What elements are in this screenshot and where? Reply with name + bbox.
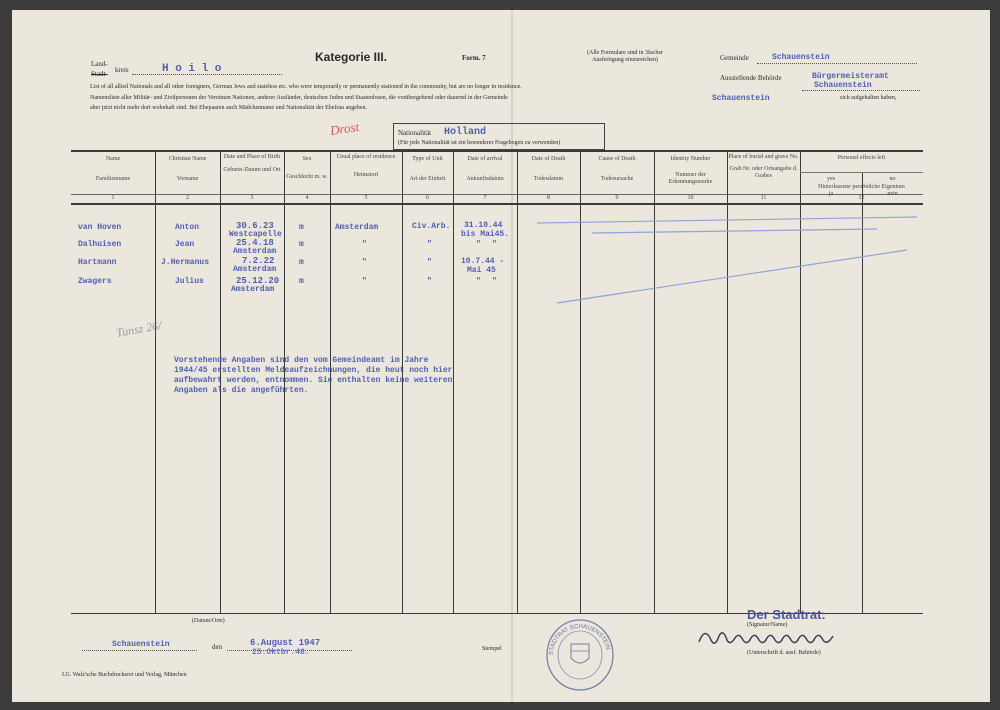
document-sheet bbox=[12, 10, 990, 702]
footer-date-underline bbox=[227, 650, 352, 651]
row-2-arrival-end: " bbox=[492, 240, 497, 249]
row-2-home: " bbox=[362, 240, 367, 249]
col-header-4: Sex Geschlecht m. w. bbox=[286, 156, 328, 180]
col-header-8: Date of Death Todesdatum bbox=[531, 156, 566, 182]
footer-date-2: 25.Oktbr.48. bbox=[252, 648, 310, 657]
row-3-name: Hartmann bbox=[78, 258, 117, 267]
row-4-first: Julius bbox=[175, 277, 204, 286]
stempel-label: Stempel bbox=[482, 646, 502, 652]
col-header-1: Name Familienname bbox=[95, 156, 131, 182]
col-header-5: Usual place of residence Heimatort bbox=[336, 154, 396, 178]
row-3-arrival-end: Mai 45 bbox=[467, 266, 496, 275]
row-2-name: Dalhuisen bbox=[78, 240, 122, 249]
effects-sub-rule bbox=[800, 172, 923, 173]
table-top-border bbox=[71, 150, 923, 152]
footer-place: Schauenstein bbox=[112, 640, 170, 649]
row-1-sex: m bbox=[299, 223, 304, 232]
footer-den: den bbox=[212, 643, 223, 651]
nationality-box bbox=[393, 123, 605, 150]
col-number-5: 5 bbox=[364, 195, 368, 201]
form-number: Form. 7 bbox=[462, 54, 486, 62]
gemeinde-value: Schauenstein bbox=[772, 53, 830, 62]
datum-orte-label: (Datum/Orte) bbox=[192, 618, 225, 624]
kreis-label: kreis bbox=[115, 66, 129, 74]
row-4-birth-date: 25.12.20 bbox=[236, 276, 280, 286]
row-4-arrival: " bbox=[476, 277, 481, 286]
behoerde-label: Ausstellende Behörde bbox=[720, 74, 782, 82]
row-3-sex: m bbox=[299, 258, 304, 267]
row-2-birth-date: 25.4.18 bbox=[236, 238, 274, 248]
gemeinde-underline bbox=[757, 63, 917, 64]
row-2-birth-place: Amsterdam bbox=[233, 247, 277, 256]
row-3-arrival: 10.7.44 - bbox=[461, 257, 505, 266]
row-4-name: Zwagers bbox=[78, 277, 112, 286]
col-header-12: Personal effects left bbox=[837, 155, 886, 161]
row-4-birth-place: Amsterdam bbox=[231, 285, 275, 294]
row-1-arrival-end: bis Mai45. bbox=[461, 230, 510, 239]
effects-nein: nein bbox=[887, 191, 898, 197]
col-number-4: 4 bbox=[305, 195, 309, 201]
row-3-birth-place: Amsterdam bbox=[233, 265, 277, 274]
col-number-2: 2 bbox=[186, 195, 189, 201]
col-number-3: 3 bbox=[250, 195, 254, 201]
col-number-9: 9 bbox=[615, 195, 619, 201]
row-1-birth-place: Westcapelle bbox=[229, 230, 282, 239]
intro-line-1: List of all allied Nationals and all other foreigners, German Jews and stateless etc. who were temporarily or permanently stationed in the community, but are no longer in residence. bbox=[90, 84, 522, 90]
col-number-6: 6 bbox=[426, 195, 429, 201]
row-1-name: van Hoven bbox=[78, 223, 122, 232]
signature-top-label: (Signatur/Name) bbox=[747, 622, 788, 628]
gemeinde-label: Gemeinde bbox=[720, 54, 749, 62]
col-header-6: Type of Unit Art der Einheit bbox=[409, 156, 446, 182]
col-number-7: 7 bbox=[483, 195, 487, 201]
row-2-arrival: " bbox=[476, 240, 481, 249]
remark-line-1: Vorstehende Angaben sind den vom Gemeindeamt im Jahre bbox=[174, 356, 429, 365]
footer-place-underline bbox=[82, 650, 197, 651]
nationality-label: Nationalität bbox=[398, 129, 432, 137]
row-4-sex: m bbox=[299, 277, 304, 286]
stadtrat-stamp: Der Stadtrat: bbox=[747, 607, 826, 622]
nationality-note: (Für jede Nationalität ist ein besonderer Fragebogen zu verwenden) bbox=[398, 140, 561, 146]
pencil-note: Tunsz 26/ bbox=[115, 318, 163, 340]
row-2-unit: " bbox=[427, 240, 432, 249]
row-4-arrival-end: " bbox=[492, 277, 497, 286]
row-1-arrival: 31.10.44 bbox=[464, 221, 503, 230]
col-number-11: 11 bbox=[760, 195, 767, 201]
remark-block bbox=[174, 356, 452, 396]
row-3-birth-date: 7.2.22 bbox=[242, 256, 275, 266]
land-label: Land- bbox=[91, 60, 108, 68]
svg-text:STADTRAT SCHAUENSTEIN: STADTRAT SCHAUENSTEIN bbox=[548, 623, 611, 656]
row-3-unit: " bbox=[427, 258, 432, 267]
row-1-first: Anton bbox=[175, 223, 200, 232]
col-divider-6 bbox=[453, 150, 454, 613]
col-header-3: Date and Place of Birth Geburts-Datum und Ort bbox=[223, 154, 281, 173]
row-4-unit: " bbox=[427, 277, 432, 286]
col-header-2: Christian Name Vorname bbox=[168, 156, 207, 182]
col-header-7: Date of arrival Ankunftsdatum bbox=[466, 156, 504, 182]
effects-yes: yes bbox=[827, 176, 835, 182]
row-2-sex: m bbox=[299, 240, 304, 249]
remark-line-2: 1944/45 erstellten Meldeaufzeichnungen, die heut noch hier bbox=[174, 366, 453, 375]
behoerde-value-2: Schauenstein bbox=[814, 81, 872, 90]
intro-line-2b: sich aufgehalten haben, bbox=[840, 95, 897, 101]
official-seal bbox=[545, 618, 615, 692]
nationality-value: Holland bbox=[444, 127, 487, 138]
row-4-home: " bbox=[362, 277, 367, 286]
table-number-rule bbox=[71, 203, 923, 205]
footer-date-1: 6.August 1947 bbox=[250, 638, 321, 648]
intro-place: Schauenstein bbox=[712, 94, 770, 103]
signature-label: (Unterschrift d. ausf. Behörde) bbox=[747, 650, 821, 656]
behoerde-value-1: Bürgermeisteramt bbox=[812, 72, 889, 81]
col-header-10: Identity Number Nummer der Erkennungsmarke bbox=[668, 156, 713, 185]
page-fold bbox=[511, 10, 513, 702]
remark-line-3: aufbewahrt werden, entnommen. Sie enthalten keine weiteren bbox=[174, 376, 453, 385]
kreis-underline bbox=[132, 74, 282, 75]
col-header-11: Place of burial and grave No. Grab Nr. oder Ortsangabe d. Grabes bbox=[728, 154, 799, 179]
kreis-value: H o i l o bbox=[162, 63, 222, 75]
remark-line-4: Angaben als die angeführten. bbox=[174, 386, 309, 395]
col-number-12: 12 bbox=[858, 195, 865, 201]
col-number-8: 8 bbox=[547, 195, 550, 201]
intro-line-3: aber jetzt nicht mehr dort wohnhaft sind. Bei Ehepaaren auch Mädchenname und Nationalität der Ehefrau angeben. bbox=[90, 105, 368, 111]
col-number-10: 10 bbox=[687, 195, 694, 201]
effects-no: no bbox=[889, 176, 896, 182]
row-3-home: " bbox=[362, 258, 367, 267]
effects-ja: ja bbox=[828, 191, 834, 197]
handwritten-signature bbox=[695, 624, 865, 650]
effects-de: Hinterlassene persönliche Eigentum bbox=[818, 184, 905, 190]
stadt-label: Stadt- bbox=[91, 70, 108, 78]
row-1-unit: Civ.Arb. bbox=[412, 222, 451, 231]
behoerde-underline bbox=[802, 90, 920, 91]
col-header-9: Cause of Death Todesursache bbox=[598, 156, 636, 182]
intro-line-2a: Namensliste aller Militär- und Zivilpersonen der Vereinten Nationen, anderer Ausländer, deutschen Juden und Staatenlosen, die vorübergehend oder dauernd in der Gemeinde bbox=[90, 95, 508, 101]
void-strike-lines bbox=[517, 215, 923, 315]
row-1-birth-date: 30.6.23 bbox=[236, 221, 274, 231]
row-1-home: Amsterdam bbox=[335, 223, 379, 232]
col-divider-1 bbox=[155, 150, 156, 613]
red-handwritten-mark: Drost bbox=[329, 119, 360, 138]
copies-note: (Alle Formulare sind in 3facher Ausfertigung einzureichen) bbox=[587, 50, 663, 63]
row-3-first: J.Hermanus bbox=[161, 258, 210, 267]
printer-imprint: I.G. Walz'sche Buchdruckerei und Verlag, München bbox=[62, 672, 187, 678]
row-2-first: Jean bbox=[175, 240, 195, 249]
form-title: Kategorie III. bbox=[315, 50, 388, 64]
col-number-1: 1 bbox=[111, 195, 115, 201]
